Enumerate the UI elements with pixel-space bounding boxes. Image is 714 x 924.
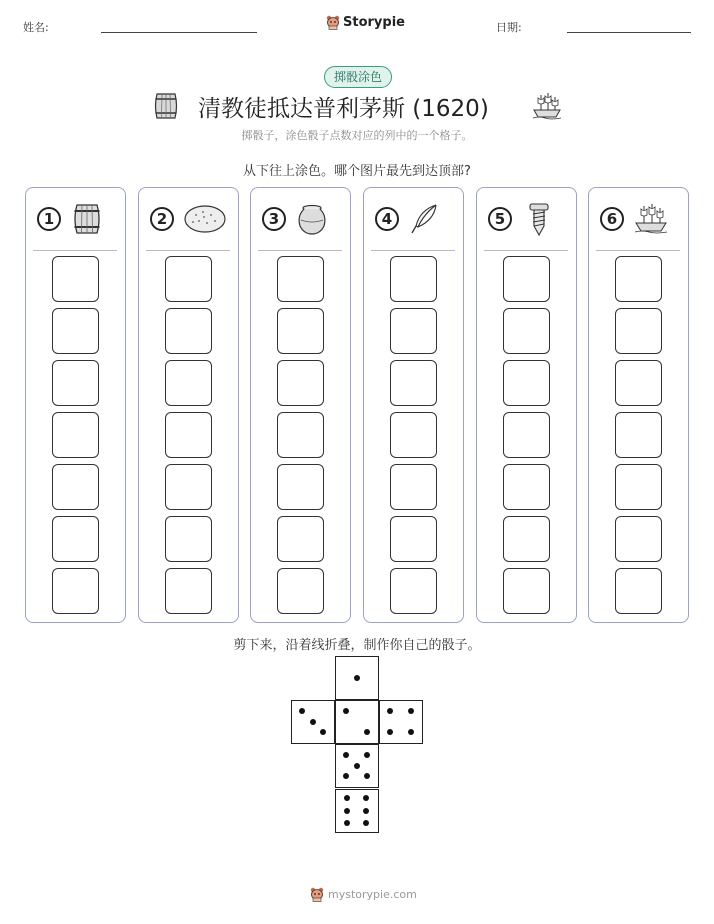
column-2 [138, 187, 239, 623]
coloring-cell[interactable] [503, 516, 550, 562]
coloring-cell[interactable] [165, 256, 212, 302]
coloring-cell[interactable] [615, 516, 662, 562]
dice-pip [387, 729, 393, 735]
dice-pip [387, 708, 393, 714]
name-label: 姓名: [23, 21, 49, 34]
coloring-cell[interactable] [390, 516, 437, 562]
dice-pip [408, 729, 414, 735]
coloring-cell[interactable] [615, 360, 662, 406]
dice-pip [364, 752, 370, 758]
dice-pip [364, 773, 370, 779]
coloring-cell[interactable] [165, 516, 212, 562]
coloring-cell[interactable] [52, 464, 99, 510]
column-divider [258, 250, 342, 251]
coloring-cell[interactable] [390, 464, 437, 510]
coloring-cell[interactable] [165, 360, 212, 406]
coloring-cell[interactable] [277, 464, 324, 510]
dice-face-3 [291, 700, 335, 744]
dice-face-2 [335, 700, 379, 744]
coloring-cell[interactable] [390, 360, 437, 406]
sailing-ship-icon [633, 202, 677, 236]
column-number: 3 [262, 207, 286, 231]
barrel-icon [70, 202, 114, 236]
coloring-cell[interactable] [615, 308, 662, 354]
coloring-cell[interactable] [277, 568, 324, 614]
dice-pip [354, 675, 360, 681]
page-title: 清教徒抵达普利茅斯 (1620) [198, 96, 489, 122]
coloring-cell[interactable] [165, 308, 212, 354]
dice-pip [299, 708, 305, 714]
dice-pip [344, 820, 350, 826]
coloring-cell[interactable] [615, 412, 662, 458]
cut-instruction: 剪下来，沿着线折叠，制作你自己的骰子。 [233, 638, 481, 653]
coloring-cell[interactable] [277, 516, 324, 562]
dice-pip [343, 708, 349, 714]
dice-face-1 [335, 656, 379, 700]
column-6 [588, 187, 689, 623]
dice-pip [363, 808, 369, 814]
coloring-cell[interactable] [390, 568, 437, 614]
dice-pip [363, 795, 369, 801]
activity-badge: 掷骰涂色 [324, 66, 392, 88]
coloring-cell[interactable] [503, 568, 550, 614]
brand-logo [326, 14, 405, 30]
coloring-cell[interactable] [277, 360, 324, 406]
coloring-cell[interactable] [615, 256, 662, 302]
column-1 [25, 187, 126, 623]
column-divider [371, 250, 455, 251]
dice-pip [344, 795, 350, 801]
dice-pip [310, 719, 316, 725]
coloring-cell[interactable] [503, 360, 550, 406]
coloring-cell[interactable] [503, 412, 550, 458]
coloring-cell[interactable] [165, 568, 212, 614]
date-label: 日期: [496, 21, 522, 34]
dice-pip [408, 708, 414, 714]
coloring-cell[interactable] [52, 516, 99, 562]
footer-url[interactable]: mystorypie.com [328, 887, 417, 901]
dice-pip [354, 763, 360, 769]
quill-feather-icon [408, 202, 452, 236]
subtitle: 掷骰子，涂色骰子点数对应的列中的一个格子。 [241, 129, 473, 142]
footer [310, 886, 417, 902]
coloring-cell[interactable] [503, 464, 550, 510]
pot-icon [295, 202, 339, 236]
dice-pip [363, 820, 369, 826]
column-divider [33, 250, 117, 251]
coloring-cell[interactable] [390, 308, 437, 354]
storypie-mascot-icon [326, 14, 340, 30]
dice-pip [343, 752, 349, 758]
instruction: 从下往上涂色。哪个图片最先到达顶部? [243, 164, 471, 179]
dice-face-4 [379, 700, 423, 744]
column-divider [484, 250, 568, 251]
sailing-ship-icon [531, 91, 563, 121]
dice-face-5 [335, 744, 379, 788]
coloring-cell[interactable] [503, 256, 550, 302]
dice-pip [320, 729, 326, 735]
coloring-cell[interactable] [165, 412, 212, 458]
coloring-cell[interactable] [615, 568, 662, 614]
dice-pip [364, 729, 370, 735]
bread-icon [183, 202, 227, 236]
coloring-cell[interactable] [277, 412, 324, 458]
brand-name: Storypie [343, 14, 405, 30]
column-divider [596, 250, 680, 251]
column-5 [476, 187, 577, 623]
coloring-cell[interactable] [390, 256, 437, 302]
coloring-cell[interactable] [52, 412, 99, 458]
coloring-cell[interactable] [615, 464, 662, 510]
coloring-cell[interactable] [503, 308, 550, 354]
date-field[interactable] [567, 32, 691, 33]
dice-pip [344, 808, 350, 814]
screw-icon [521, 202, 565, 236]
coloring-cell[interactable] [52, 308, 99, 354]
column-number: 4 [375, 207, 399, 231]
column-number: 5 [488, 207, 512, 231]
column-divider [146, 250, 230, 251]
dice-pip [343, 773, 349, 779]
barrel-icon [153, 91, 179, 121]
column-number: 6 [600, 207, 624, 231]
column-number: 2 [150, 207, 174, 231]
coloring-cell[interactable] [390, 412, 437, 458]
column-3 [250, 187, 351, 623]
column-number: 1 [37, 207, 61, 231]
dice-face-6 [335, 789, 379, 833]
coloring-cell[interactable] [52, 256, 99, 302]
coloring-cell[interactable] [165, 464, 212, 510]
coloring-cell[interactable] [277, 256, 324, 302]
coloring-cell[interactable] [277, 308, 324, 354]
coloring-cell[interactable] [52, 360, 99, 406]
name-field[interactable] [101, 32, 257, 33]
storypie-mascot-icon [310, 886, 324, 902]
column-4 [363, 187, 464, 623]
coloring-cell[interactable] [52, 568, 99, 614]
